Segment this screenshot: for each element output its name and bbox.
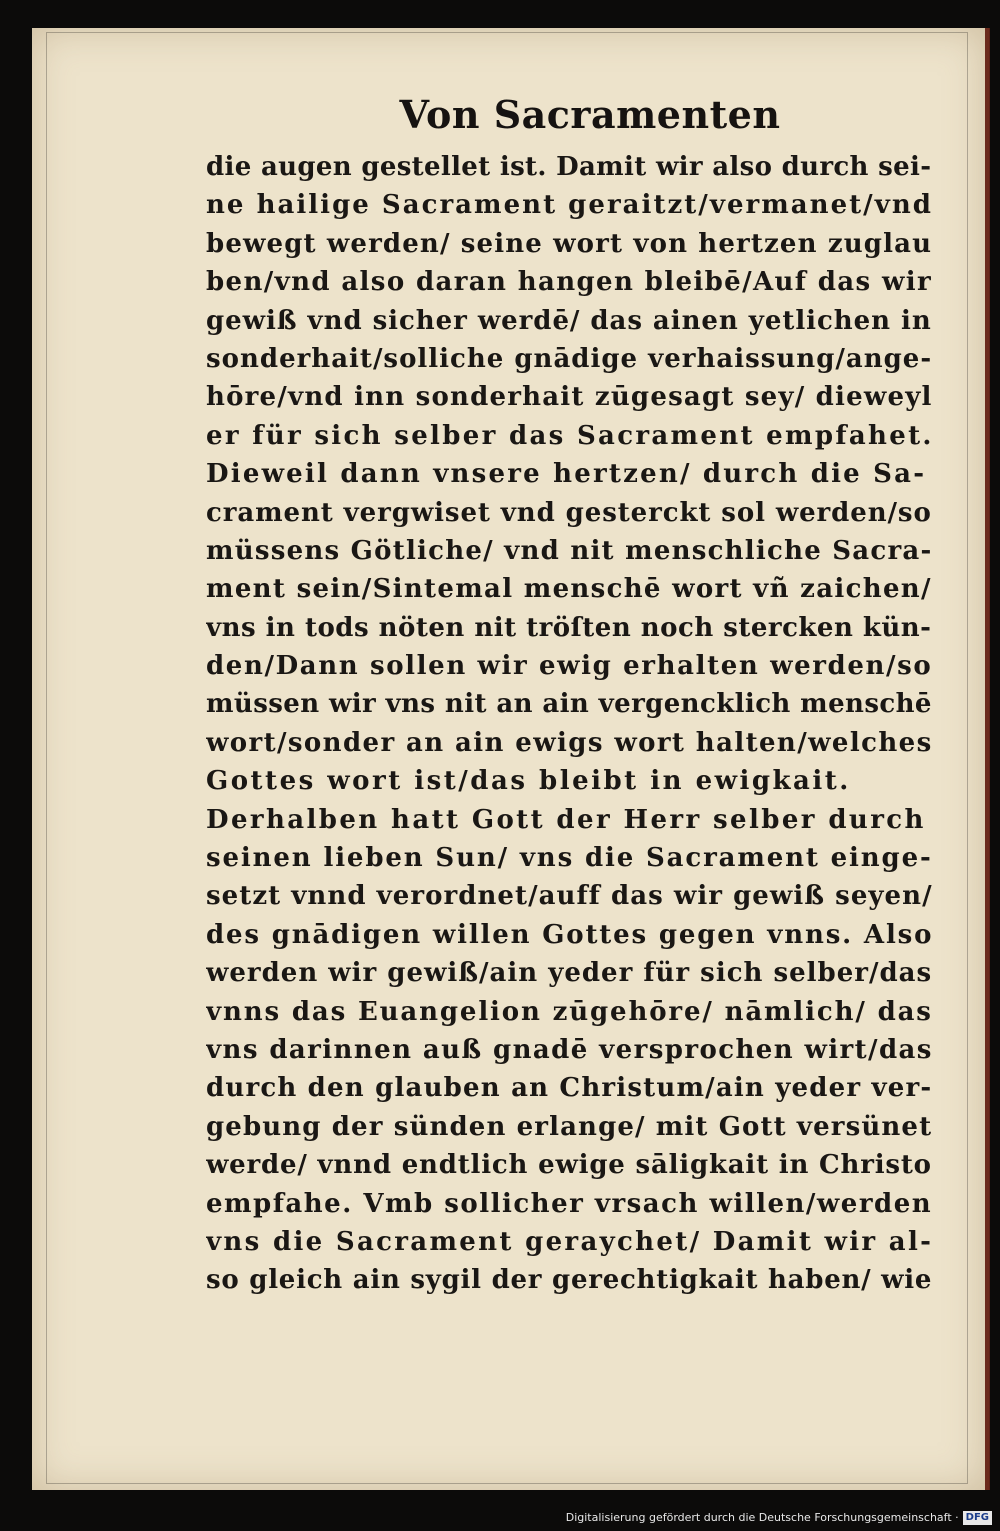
text-line: seinen lieben Sun/ vns die Sacrament einge- xyxy=(206,843,933,874)
text-line: vns in tods nöten nit tröſten noch stercken kün- xyxy=(206,612,932,643)
text-line: vns die Sacrament geraychet/ Damit wir al- xyxy=(206,1226,934,1257)
text-line: sonderhait/solliche gnādige verhaissung/ange- xyxy=(206,343,933,374)
text-line: bewegt werden/ seine wort von hertzen zuglau xyxy=(206,228,933,259)
text-line: ment sein/Sintemal menschē wort vñ zaichen/ xyxy=(206,574,932,605)
text-line: crament vergwiset vnd gesterckt sol werden/so xyxy=(206,497,932,528)
text-line: den/Dann sollen wir ewig erhalten werden/so xyxy=(206,651,933,682)
text-line: werde/ vnnd endtlich ewige sāligkait in Christo xyxy=(206,1150,932,1181)
text-line: vns darinnen auß gnadē versprochen wirt/das xyxy=(206,1034,933,1065)
text-line: setzt vnnd verordnet/auff das wir gewiß seyen/ xyxy=(206,881,933,912)
text-line: des gnādigen willen Gottes gegen vnns. Also xyxy=(206,919,934,950)
text-line: durch den glauben an Christum/ain yeder ver- xyxy=(206,1073,933,1104)
text-line: Derhalben hatt Gott der Herr selber durch xyxy=(206,804,926,835)
text-line: die augen gestellet ist. Damit wir also durch sei- xyxy=(206,152,932,182)
text-line: wort/sonder an ain ewigs wort halten/welches xyxy=(206,727,933,758)
text-line: ben/vnd also daran hangen bleibē/Auf das wir xyxy=(206,267,933,298)
text-line: vnns das Euangelion zūgehōre/ nāmlich/ das xyxy=(206,996,933,1027)
text-line: gewiß vnd sicher werdē/ das ainen yetlichen in xyxy=(206,305,932,336)
digitization-footer xyxy=(0,1507,992,1529)
text-line: so gleich ain sygil der gerechtigkait haben/ wie xyxy=(206,1265,933,1296)
text-line: Dieweil dann vnsere hertzen/ durch die Sa- xyxy=(206,459,927,490)
text-line: gebung der sünden erlange/ mit Gott versünet xyxy=(206,1111,933,1142)
footer-text: Digitalisierung gefördert durch die Deutsche Forschungsgemeinschaft · xyxy=(565,1511,959,1524)
text-line: empfahe. Vmb sollicher vrsach willen/werden xyxy=(206,1188,933,1219)
dfg-logo: DFG xyxy=(963,1511,992,1525)
text-line: Gottes wort ist/das bleibt in ewigkait. xyxy=(206,766,851,797)
body-text xyxy=(206,148,941,1300)
text-line: müssens Götliche/ vnd nit menschliche Sacra- xyxy=(206,535,933,566)
text-line: ne hailige Sacrament geraitzt/vermanet/vnd xyxy=(206,190,933,221)
text-line: werden wir gewiß/ain yeder für sich selber/das xyxy=(206,958,933,989)
running-heading: Von Sacramenten xyxy=(399,92,781,137)
text-line: müssen wir vns nit an ain vergencklich menschē xyxy=(206,689,932,720)
text-line: er für sich selber das Sacrament empfahet. xyxy=(206,420,934,451)
text-line: hōre/vnd inn sonderhait zūgesagt sey/ dieweyl xyxy=(206,382,933,413)
